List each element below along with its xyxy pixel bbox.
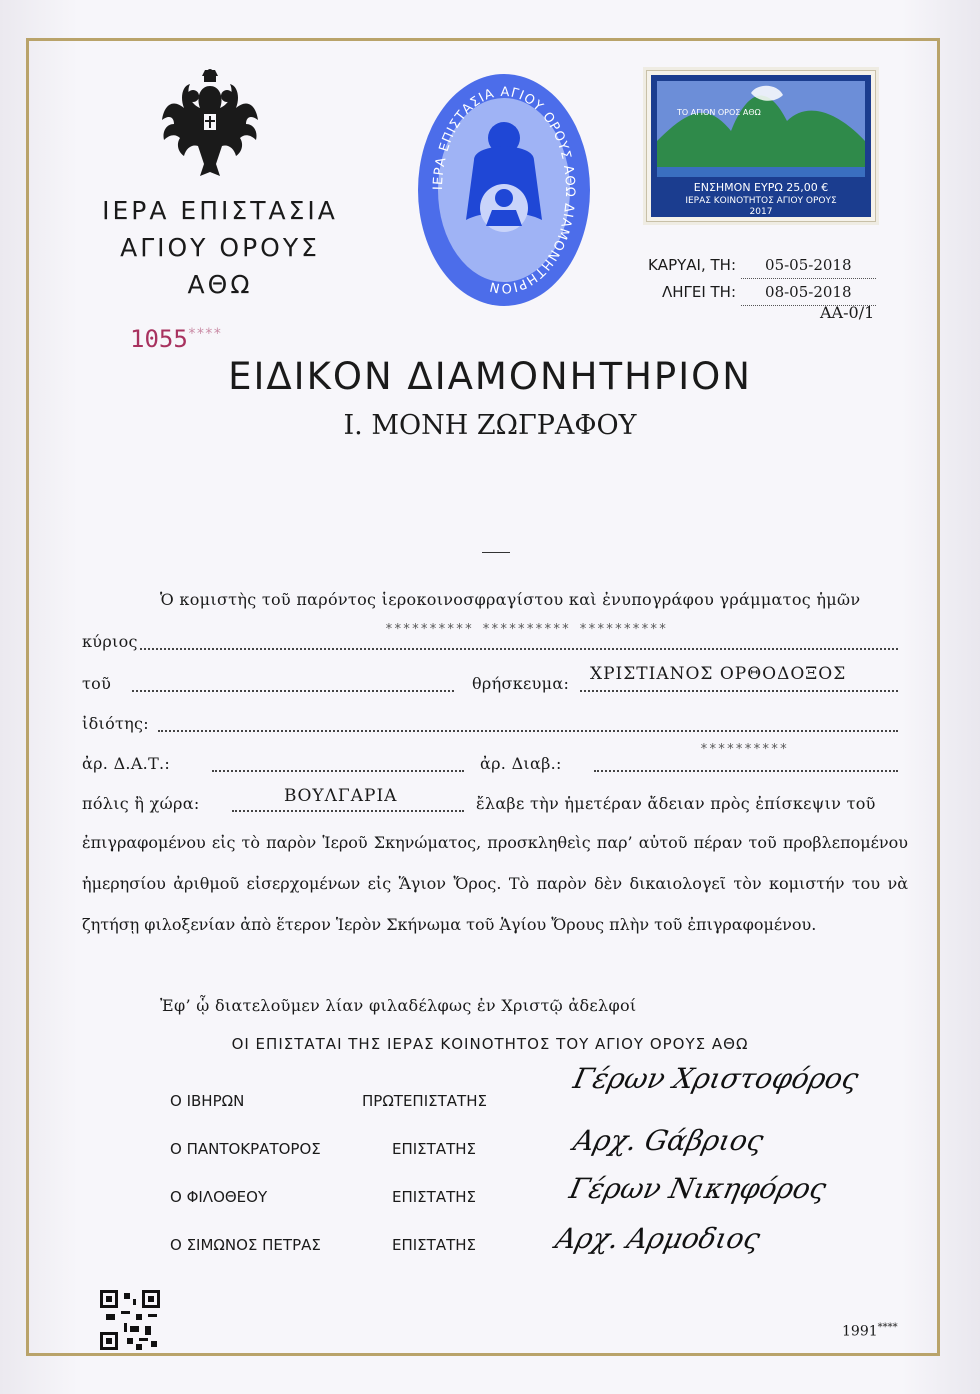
stamp-top-text: ΤΟ ΑΓΙΟΝ ΟΡΟΣ ΑΘΩ [677, 108, 761, 117]
kyrios-label: κύριος [82, 632, 138, 651]
stamp-year: 2017 [749, 207, 773, 217]
member-role-4: ΕΠΙΣΤΑΤΗΣ [392, 1236, 477, 1254]
stamp-artwork [647, 71, 875, 221]
footer-number-value: 1991 [842, 1323, 878, 1340]
closing-line: Ἐφ’ ᾧ διατελοῦμεν λίαν φιλαδέλφως ἐν Χριστῷ ἀδελφοί [160, 996, 637, 1015]
kyrios-line [140, 648, 898, 650]
religion-line [580, 690, 898, 692]
passport-value: ********** [700, 742, 789, 757]
council-heading: ΟΙ ΕΠΙΣΤΑΤΑΙ ΤΗΣ ΙΕΡΑΣ ΚΟΙΝΟΤΗΤΟΣ ΤΟΥ ΑΓΙΟΥ ΟΡΟΥΣ ΑΘΩ [231, 1035, 749, 1053]
serial-number [130, 325, 222, 353]
dates-block [560, 252, 876, 306]
double-headed-eagle-icon [160, 68, 260, 180]
issue-date-label: ΚΑΡΥΑΙ, ΤΗ: [647, 256, 736, 274]
signature-4: Αρχ. Αρμοδιος [552, 1222, 764, 1255]
page-title: ΕΙΔΙΚΟΝ ΔΙΑΜΟΝΗΤΗΡΙΟΝ [228, 355, 752, 398]
document-code: AA-0/1 [820, 303, 875, 322]
body-paragraph: ἐπιγραφομένου εἰς τὸ παρὸν Ἱεροῦ Σκηνώματος, προσκληθεὶς παρ’ αὐτοῦ πέραν τοῦ προβλεπομένου ἡμερησίου ἀριθμοῦ εἰσερχομένων εἰς Ἅγιον Ὄρος. Τὸ παρὸν δὲν δικαιολογεῖ τὸν κομιστήν του νὰ ζητήσῃ φιλοξενίαν ἀπὸ ἕτερον Ἱερὸν Σκήνωμα τοῦ Ἁγίου Ὄρους πλὴν τοῦ ἐπιγραφομένου. [82, 833, 908, 934]
religion-label: θρήσκευμα: [472, 674, 570, 693]
id-line [212, 770, 464, 772]
passport-line [594, 770, 898, 772]
revenue-stamp [646, 70, 876, 222]
signature-2: Αρχ. Gάβριος [570, 1124, 767, 1157]
org-line-2: ΑΓΙΟΥ ΟΡΟΥΣ [120, 233, 320, 262]
expiry-date-label: ΛΗΓΕΙ ΤΗ: [661, 283, 736, 301]
monastery-subtitle: Ι. ΜΟΝΗ ΖΩΓΡΑΦΟΥ [343, 410, 637, 441]
passport-label: ἀρ. Διαβ.: [480, 754, 562, 773]
footer-stars: **** [877, 1322, 898, 1333]
country-tail: ἔλαβε τὴν ἡμετέραν ἄδειαν πρὸς ἐπίσκεψιν τοῦ [476, 794, 876, 813]
issue-date-value: 05-05-2018 [741, 252, 876, 279]
tou-label: τοῦ [82, 674, 112, 693]
id-label: ἀρ. Δ.Α.Τ.: [82, 754, 171, 773]
member-role-1: ΠΡΩΤΕΠΙΣΤΑΤΗΣ [362, 1092, 487, 1110]
member-monastery-4: Ο ΣΙΜΩΝΟΣ ΠΕΤΡΑΣ [170, 1236, 321, 1254]
qr-code-icon[interactable] [100, 1290, 160, 1350]
org-line-1: ΙΕΡΑ ΕΠΙΣΤΑΣΙΑ [102, 196, 338, 225]
religion-value: ΧΡΙΣΤΙΑΝΟΣ ΟΡΘΟΔΟΞΟΣ [590, 664, 847, 684]
country-line [232, 810, 464, 812]
stamp-issuer: ΙΕΡΑΣ ΚΟΙΝΟΤΗΤΟΣ ΑΓΙΟΥ ΟΡΟΥΣ [685, 196, 837, 206]
intro-text: Ὁ κομιστὴς τοῦ παρόντος ἱεροκοινοσφραγίστου καὶ ἐνυπογράφου γράμματος ἡμῶν [160, 590, 861, 609]
member-role-3: ΕΠΙΣΤΑΤΗΣ [392, 1188, 477, 1206]
profession-line [158, 730, 898, 732]
seal-text: ΙΕΡΑ ΕΠΙΣΤΑΣΙΑ ΑΓΙΟΥ ΟΡΟΥΣ ΑΘΩ ΔΙΑΜΟΝΗΤΗΡΙΟΝ [430, 84, 578, 296]
expiry-date-value: 08-05-2018 [741, 279, 876, 306]
signature-3: Γέρων Νικηφόρος [566, 1172, 830, 1205]
org-line-3: ΑΘΩ [187, 270, 253, 299]
kyrios-value: ********** ********** ********** [385, 622, 668, 637]
stamp-value: ΕΝΣΗΜΟΝ ΕΥΡΩ 25,00 € [693, 181, 829, 194]
member-role-2: ΕΠΙΣΤΑΤΗΣ [392, 1140, 477, 1158]
separator-dash [482, 552, 510, 553]
organization-name [60, 192, 380, 303]
country-label: πόλις ἢ χώρα: [82, 794, 200, 813]
signature-1: Γέρων Χριστοφόρος [570, 1062, 862, 1095]
member-monastery-2: Ο ΠΑΝΤΟΚΡΑΤΟΡΟΣ [170, 1140, 321, 1158]
member-monastery-1: Ο ΙΒΗΡΩΝ [170, 1092, 245, 1110]
country-value: ΒΟΥΛΓΑΡΙΑ [284, 786, 398, 806]
member-monastery-3: Ο ΦΙΛΟΘΕΟΥ [170, 1188, 268, 1206]
tou-line [132, 690, 454, 692]
serial-value: 1055 [130, 325, 188, 353]
footer-number [842, 1322, 898, 1340]
profession-label: ἰδιότης: [82, 714, 150, 733]
serial-stars: **** [187, 326, 222, 342]
